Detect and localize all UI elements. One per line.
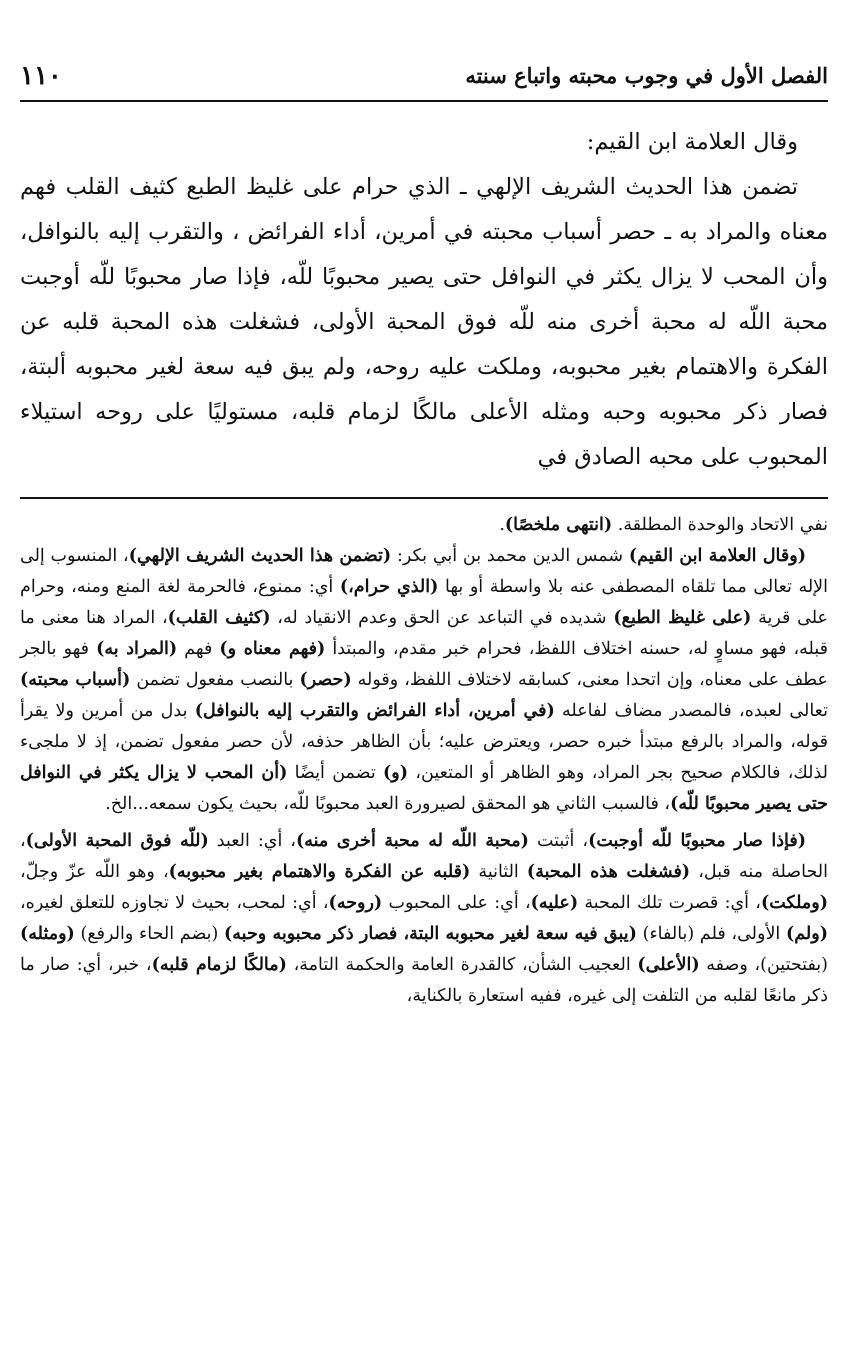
main-intro: وقال العلامة ابن القيم: <box>586 129 798 155</box>
page-number: ١١٠ <box>20 61 62 91</box>
bold-span: (أسباب محبته) <box>20 670 131 690</box>
text-span: ، أي: على المحبوب <box>382 893 531 913</box>
text-span: ، فالسبب الثاني هو المحقق لصيرورة العبد محبوبًا للّه، بحيث يكون سمعه...الخ. <box>105 794 671 814</box>
text-span: فهو بالجر عطف على معناه، وإن اتحدا معنى، كسابقه لاختلاف اللفظ، وقوله <box>20 639 828 690</box>
text-span: تعالى لعبده، فالمصدر مضاف لفاعله <box>554 701 828 721</box>
bold-span: (انتهى ملخصًا) <box>504 515 613 535</box>
text-span: ، الحاصلة منه قبل، <box>20 831 828 882</box>
document-page <box>20 0 828 1359</box>
bold-span: (وقال العلامة ابن القيم) <box>628 546 806 566</box>
commentary-paragraph-1 <box>20 510 828 541</box>
text-span: ، المنسوب إلى الإله تعالى مما تلقاه المصطفى عنه بلا واسطة أو بها <box>20 546 828 597</box>
bold-span: (أن المحب لا يزال يكثر في النوافل حتى يصير محبوبًا للّه) <box>20 763 828 814</box>
text-span: (بفتحتين)، وصفه <box>699 955 828 975</box>
text-span: ، أي: قصرت تلك المحبة <box>578 893 761 913</box>
header-rule <box>20 100 828 102</box>
text-span: ، أثبتت <box>528 831 589 851</box>
text-span: ، أي: العبد <box>208 831 296 851</box>
bold-span: (فشغلت هذه المحبة) <box>526 862 691 882</box>
bold-span: (للّه فوق المحبة الأولى) <box>25 831 209 851</box>
text-span: تضمن أيضًا <box>287 763 384 783</box>
bold-span: (الذي حرام،) <box>339 577 439 597</box>
text-span: (بضم الحاء والرفع) <box>74 924 225 944</box>
bold-span: (محبة اللّه له محبة أخرى منه) <box>295 831 529 851</box>
bold-span: (قلبه عن الفكرة والاهتمام بغير محبوبه) <box>168 862 471 882</box>
commentary-paragraph-3 <box>20 826 828 1012</box>
bold-span: (و) <box>383 763 409 783</box>
text-span: فهم <box>177 639 220 659</box>
bold-span: (الأعلى) <box>637 955 700 975</box>
text-span: شمس الدين محمد بن أبي بكر: <box>391 546 629 566</box>
bold-span: (فإذا صار محبوبًا للّه أوجبت) <box>588 831 806 851</box>
bold-span: (في أمرين، أداء الفرائض والتقرب إليه بالنوافل) <box>194 701 555 721</box>
bold-span: (وملكت) <box>760 893 828 913</box>
text-span: أي: ممنوع، فالحرمة لغة المنع ومنه، وحرام على قرية <box>20 577 828 628</box>
text-span: نفي الاتحاد والوحدة المطلقة. <box>612 515 828 535</box>
bold-span: (يبق فيه سعة لغير محبوبه البتة، فصار ذكر محبوبه وحبه) <box>224 924 637 944</box>
text-span: بالنصب مفعول تضمن <box>130 670 300 690</box>
bold-span: (ومثله) <box>20 924 75 944</box>
bold-span: (المراد به) <box>96 639 178 659</box>
bold-span: (مالكًا لزمام قلبه) <box>151 955 287 975</box>
text-span: ، خبر، أي: صار ما ذكر مانعًا لقلبه من التلفت إلى غيره، ففيه استعارة بالكناية، <box>20 955 828 1006</box>
text-span: الأولى، فلم (بالفاء) <box>636 924 786 944</box>
main-text <box>20 120 828 480</box>
chapter-title: الفصل الأول في وجوب محبته واتباع سنته <box>465 63 828 88</box>
text-span: ، وهو اللّه عزّ وجلّ، <box>20 862 169 882</box>
text-span: بدل من أمرين ولا يقرأ قوله، والمراد بالرفع مبتدأ خبره حصر، ويعترض عليه؛ بأن الظاهر حذفه، لأن حصر مفعول تضمن، إذ لا ملجىء لذلك، فالكلام صحيح بجر المراد، وهو الظاهر أو المتعين، <box>20 701 828 783</box>
commentary <box>20 510 828 1012</box>
bold-span: (روحه) <box>328 893 383 913</box>
bold-span: (كثيف القلب) <box>167 608 271 628</box>
bold-span: (ولم) <box>785 924 828 944</box>
footnote-divider <box>20 497 828 499</box>
bold-span: (فهم معناه و) <box>219 639 326 659</box>
text-span: العجيب الشأن، كالقدرة العامة والحكمة التامة، <box>286 955 638 975</box>
text-span: . <box>499 515 505 535</box>
bold-span: (تضمن هذا الحديث الشريف الإلهي) <box>128 546 392 566</box>
main-quote: تضمن هذا الحديث الشريف الإلهي ـ الذي حرام على غليظ الطبع كثيف القلب فهم معناه والمراد به ـ حصر أسباب محبته في أمرين، أداء الفرائض ، والتقرب إليه بالنوافل، وأن المحب لا يزال يكثر في النوافل حتى يصير محبوبًا للّه، فإذا صار محبوبًا للّه أوجبت محبة اللّه له محبة أخرى منه للّه فوق المحبة الأولى، فشغلت هذه المحبة قلبه عن الفكرة والاهتمام بغير محبوبه، وملكت عليه روحه، ولم يبق فيه سعة لغير محبوبه ألبتة، فصار ذكر محبوبه وحبه ومثله الأعلى مالكًا لزمام قلبه، مستوليًا على روحه استيلاء المحبوب على محبه الصادق في <box>20 174 828 470</box>
page-header <box>20 58 828 94</box>
bold-span: (حصر) <box>299 670 352 690</box>
bold-span: (على غليظ الطبع) <box>613 608 752 628</box>
text-span: الثانية <box>470 862 527 882</box>
text-span: ، أي: لمحب، بحيث لا تجاوزه للتعلق لغيره، <box>20 893 329 913</box>
text-span: شديده في التباعد عن الحق وعدم الانقياد له، <box>270 608 614 628</box>
bold-span: (عليه) <box>530 893 579 913</box>
commentary-paragraph-2 <box>20 541 828 820</box>
text-span: ، المراد هنا معنى ما قبله، فهو مساوٍ له، حسنه اختلاف اللفظ، فحرام خبر مقدم، والمبتدأ <box>20 608 828 659</box>
